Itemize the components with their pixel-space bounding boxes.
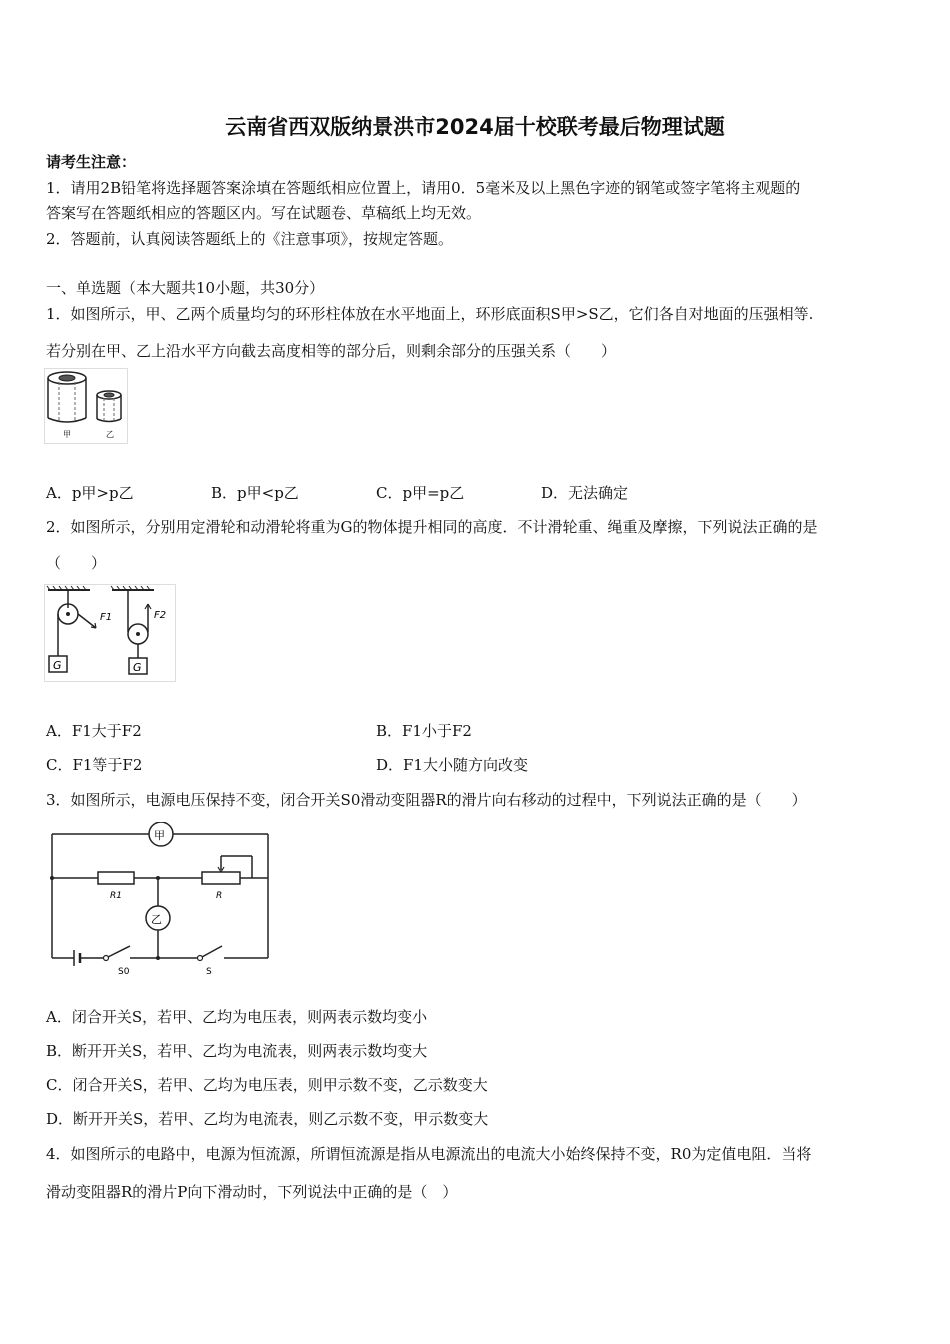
label-r1: R1 <box>110 891 122 901</box>
q2-figure-pulleys <box>44 584 176 682</box>
fig-label-jia: 甲 <box>63 430 71 439</box>
switch-s <box>202 946 222 957</box>
label-s: S <box>206 967 212 977</box>
label-f2: F2 <box>154 610 167 621</box>
q3-option-a[interactable]: A．闭合开关S，若甲、乙均为电压表，则两表示数均变小 <box>46 1008 428 1026</box>
section-heading: 一、单选题（本大题共10小题，共30分） <box>46 279 325 297</box>
notice-heading: 请考生注意： <box>46 153 137 171</box>
q3-option-c[interactable]: C．闭合开关S，若甲、乙均为电压表，则甲示数不变，乙示数变大 <box>46 1076 488 1094</box>
q3-stem-line-1: 3．如图所示，电源电压保持不变，闭合开关S0滑动变阻器R的滑片向右移动的过程中，下列说法正确的是（ ） <box>46 791 807 809</box>
q2-stem-line-2: （ ） <box>46 554 107 572</box>
fixed-pulley <box>47 586 112 672</box>
label-r: R <box>216 891 223 901</box>
fig-label-yi: 乙 <box>106 430 114 439</box>
switch-s0 <box>108 946 130 957</box>
cylinder-jia <box>48 372 86 422</box>
q4-stem-line-1: 4．如图所示的电路中，电源为恒流源，所谓恒流源是指从电源流出的电流大小始终保持不变，R0为定值电阻．当将 <box>46 1145 812 1163</box>
page-title: 云南省西双版纳景洪市2024届十校联考最后物理试题 <box>225 115 725 139</box>
q4-stem-line-2: 滑动变阻器R的滑片P向下滑动时，下列说法中正确的是（ ） <box>46 1183 458 1201</box>
q2-stem-line-1: 2．如图所示，分别用定滑轮和动滑轮将重为G的物体提升相同的高度．不计滑轮重、绳重及摩擦，下列说法正确的是 <box>46 518 818 536</box>
rheostat-r <box>202 872 240 884</box>
q2-option-b[interactable]: B．F1小于F2 <box>376 722 472 740</box>
q3-figure-circuit <box>44 822 276 982</box>
q3-option-b[interactable]: B．断开开关S，若甲、乙均为电流表，则两表示数均变大 <box>46 1042 428 1060</box>
q1-figure-cylinders <box>44 368 128 444</box>
weight-g-right: G <box>133 661 142 674</box>
q3-option-d[interactable]: D．断开开关S，若甲、乙均为电流表，则乙示数不变，甲示数变大 <box>46 1110 489 1128</box>
q1-option-d[interactable]: D．无法确定 <box>541 484 629 502</box>
notice-item-1-line-1: 1．请用2B铅笔将选择题答案涂填在答题纸相应位置上，请用0．5毫米及以上黑色字迹的钢笔或签字笔将主观题的 <box>46 179 801 197</box>
q1-stem-line-2: 若分别在甲、乙上沿水平方向截去高度相等的部分后，则剩余部分的压强关系（ ） <box>46 342 617 360</box>
cylinder-yi <box>97 391 121 422</box>
resistor-r1 <box>98 872 134 884</box>
notice-item-2: 2．答题前，认真阅读答题纸上的《注意事项》，按规定答题。 <box>46 230 454 248</box>
q2-option-a[interactable]: A．F1大于F2 <box>46 722 142 740</box>
meter-jia-label: 甲 <box>154 829 165 842</box>
label-f1: F1 <box>100 612 113 623</box>
q1-option-b[interactable]: B．p甲<p乙 <box>211 484 299 502</box>
q1-option-c[interactable]: C．p甲=p乙 <box>376 484 465 502</box>
notice-item-1-line-2: 答案写在答题纸相应的答题区内。写在试题卷、草稿纸上均无效。 <box>46 204 482 222</box>
q1-stem-line-1: 1．如图所示，甲、乙两个质量均匀的环形柱体放在水平地面上，环形底面积S甲>S乙，它们各自对地面的压强相等. <box>46 305 814 323</box>
label-s0: S0 <box>118 967 130 977</box>
q2-option-c[interactable]: C．F1等于F2 <box>46 756 143 774</box>
weight-g-left: G <box>53 659 62 672</box>
movable-pulley <box>111 586 166 674</box>
q2-option-d[interactable]: D．F1大小随方向改变 <box>376 756 528 774</box>
q1-option-a[interactable]: A．p甲>p乙 <box>46 484 134 502</box>
meter-yi-label: 乙 <box>151 913 162 926</box>
